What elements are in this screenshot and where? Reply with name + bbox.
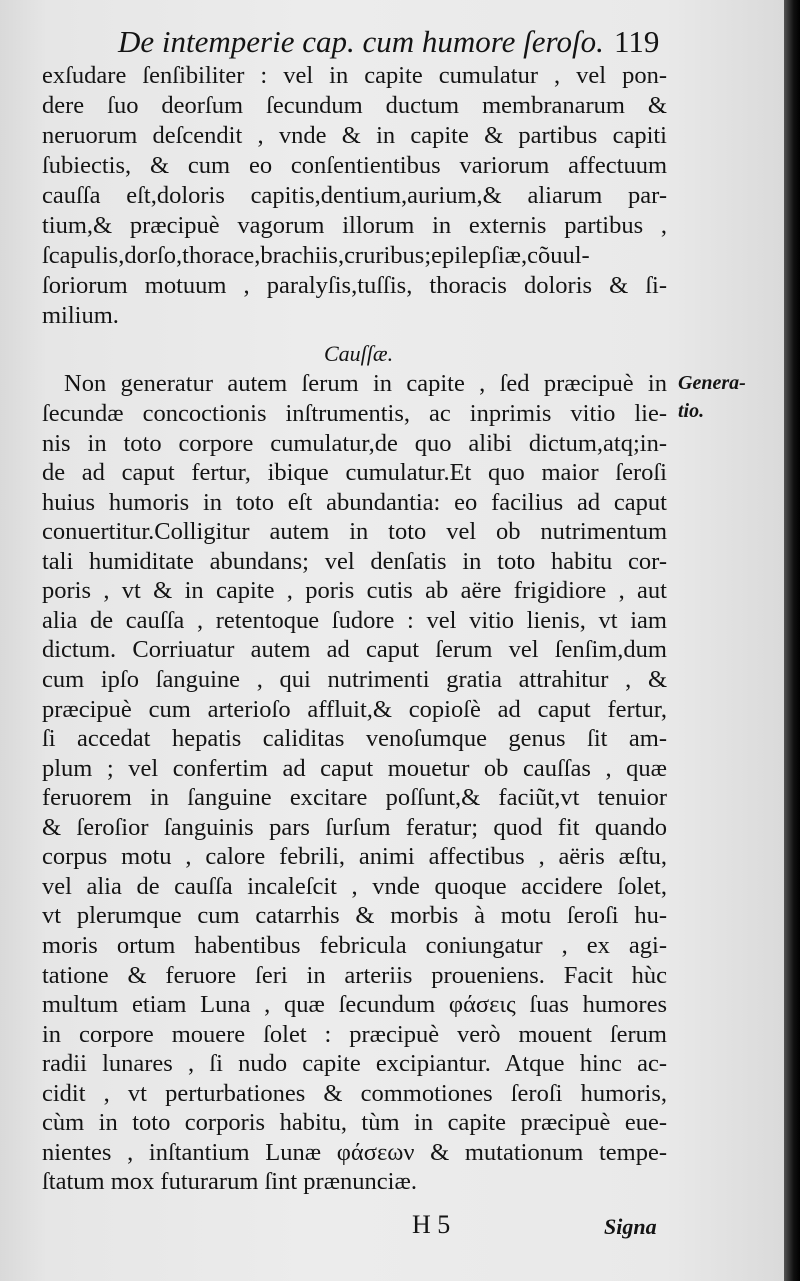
text-line: cum ipſo ſanguine , qui nutrimenti gratia attrahitur , & [42, 666, 667, 693]
text-line: dere ſuo deorſum ſecundum ductum membranarum & [42, 92, 667, 119]
text-line: ſcapulis,dorſo,thorace,brachiis,cruribus;epilepſiæ,cõuul- [42, 242, 590, 269]
margin-note-line: tio. [678, 400, 705, 422]
page-number: 119 [614, 24, 660, 59]
text-line: ſtatum mox futurarum ſint prænunciæ. [42, 1168, 417, 1195]
text-line: huius humoris in toto eſt abundantia: eo facilius ad caput [42, 489, 667, 516]
section-heading: Cauſſæ. [324, 341, 394, 366]
text-line: cùm in toto corporis habitu, tùm in capite præcipuè eue- [42, 1109, 667, 1136]
text-line: cidit , vt perturbationes & commotiones ſeroſi humoris, [42, 1080, 667, 1107]
text-line: radii lunares , ſi nudo capite excipiantur. Atque hinc ac- [42, 1050, 667, 1077]
text-line: tatione & feruore ſeri in arteriis proueniens. Facit hùc [42, 962, 667, 989]
text-line: tali humiditate abundans; vel denſatis in toto habitu cor- [42, 548, 667, 575]
text-line: conuertitur.Colligitur autem in toto vel ob nutrimentum [42, 518, 667, 545]
text-line: cauſſa eſt,doloris capitis,dentium,aurium,& aliarum par- [42, 182, 667, 209]
signature-mark: H 5 [412, 1210, 451, 1239]
text-line: de ad caput fertur, ibique cumulatur.Et quo maior ſeroſi [42, 459, 667, 486]
text-line: nis in toto corpore cumulatur,de quo alibi dictum,atq;in- [42, 430, 667, 457]
text-line: exſudare ſenſibiliter : vel in capite cumulatur , vel pon- [42, 62, 667, 89]
page-edge-shadow [784, 0, 800, 1281]
text-line: corpus motu , calore febrili, animi affectibus , aëris æſtu, [42, 843, 667, 870]
text-line: alia de cauſſa , retentoque ſudore : vel vitio lienis, vt iam [42, 607, 667, 634]
text-line: moris ortum habentibus febricula coniungatur , ex agi- [42, 932, 667, 959]
text-line: vel alia de cauſſa incaleſcit , vnde quoque accidere ſolet, [42, 873, 667, 900]
text-line: ſubiectis, & cum eo conſentientibus variorum affectuum [42, 152, 667, 179]
text-line: tium,& præcipuè vagorum illorum in externis partibus , [42, 212, 667, 239]
text-line: in corpore mouere ſolet : præcipuè verò mouent ſerum [42, 1021, 667, 1048]
text-line: plum ; vel confertim ad caput mouetur ob cauſſas , quæ [42, 755, 667, 782]
text-line: neruorum deſcendit , vnde & in capite & partibus capiti [42, 122, 667, 149]
text-line: multum etiam Luna , quæ ſecundum φάσεις ſuas humores [42, 991, 667, 1018]
text-line: ſoriorum motuum , paralyſis,tuſſis, thoracis doloris & ſi- [42, 272, 667, 299]
text-line: ſi accedat hepatis caliditas venoſumque genus ſit am- [42, 725, 667, 752]
text-line: & ſeroſior ſanguinis pars ſurſum feratur; quod fit quando [42, 814, 667, 841]
running-head: De intemperie cap. cum humore ſeroſo. [118, 24, 604, 59]
text-line: poris , vt & in capite , poris cutis ab aëre frigidiore , aut [42, 577, 667, 604]
catchword: Signa [604, 1214, 657, 1239]
margin-note-line: Genera- [678, 372, 746, 394]
text-line: vt plerumque cum catarrhis & morbis à motu ſeroſi hu- [42, 902, 667, 929]
text-line: dictum. Corriuatur autem ad caput ſerum vel ſenſim,dum [42, 636, 667, 663]
text-line: Non generatur autem ſerum in capite , ſed præcipuè in [64, 370, 667, 397]
text-line: ſecundæ concoctionis inſtrumentis, ac inprimis vitio lie- [42, 400, 667, 427]
text-line: nientes , inſtantium Lunæ φάσεων & mutationum tempe- [42, 1139, 667, 1166]
text-line: milium. [42, 302, 119, 329]
text-line: feruorem in ſanguine excitare poſſunt,& faciũt,vt tenuior [42, 784, 667, 811]
text-line: præcipuè cum arterioſo affluit,& copioſè ad caput fertur, [42, 696, 667, 723]
